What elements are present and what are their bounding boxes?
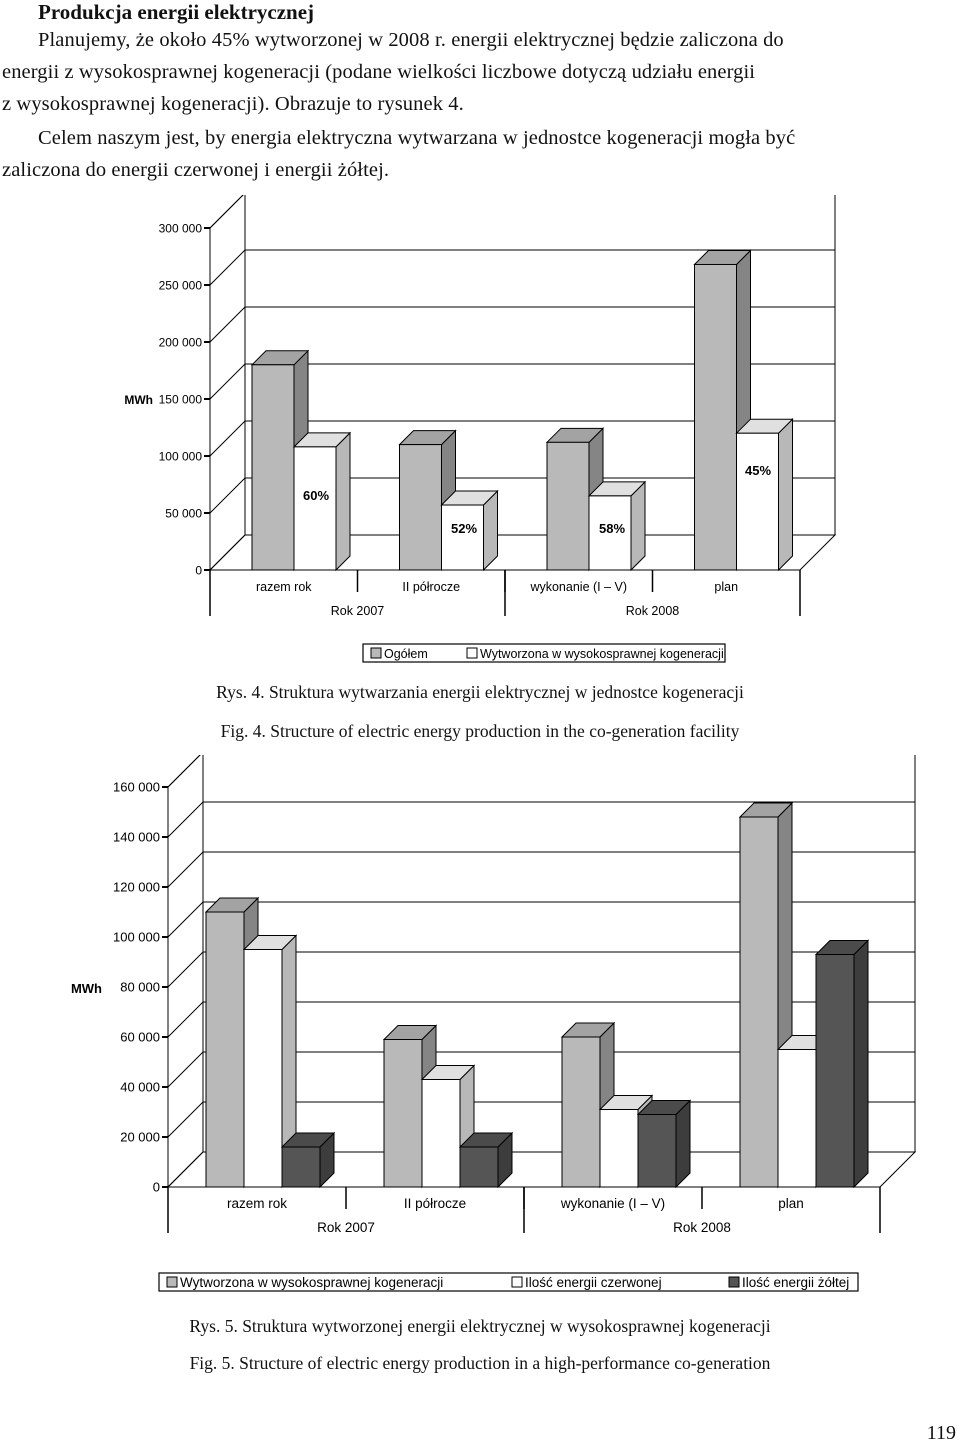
bar-side bbox=[854, 941, 868, 1188]
bar bbox=[600, 1110, 638, 1188]
bar bbox=[400, 445, 442, 570]
bar bbox=[294, 447, 336, 570]
y-tick-label: 20 000 bbox=[120, 1129, 160, 1145]
y-tick-label: 300 000 bbox=[158, 221, 202, 236]
y-tick-label: 150 000 bbox=[158, 392, 202, 407]
paragraph-line: z wysokosprawnej kogeneracji). Obrazuje to rysunek 4. bbox=[2, 93, 464, 115]
category-label: II półrocze bbox=[402, 580, 461, 594]
bar bbox=[778, 1050, 816, 1188]
category-label: razem rok bbox=[226, 1196, 288, 1211]
bar bbox=[562, 1037, 600, 1187]
group-label: Rok 2007 bbox=[330, 604, 385, 618]
y-tick-label: 60 000 bbox=[120, 1029, 160, 1045]
y-tick-label: 140 000 bbox=[113, 829, 160, 845]
category-label: II półrocze bbox=[403, 1196, 467, 1211]
bar bbox=[422, 1080, 460, 1188]
y-tick-label: 120 000 bbox=[113, 879, 160, 895]
legend-swatch bbox=[512, 1277, 522, 1287]
figure-5-caption-pl: Rys. 5. Struktura wytworzonej energii elektrycznej w wysokosprawnej kogeneracji bbox=[189, 1316, 771, 1336]
legend-label: Wytworzona w wysokosprawnej kogeneracji bbox=[180, 1275, 444, 1290]
group-label: Rok 2007 bbox=[317, 1220, 375, 1235]
chart-side-wall bbox=[210, 195, 245, 570]
bar bbox=[547, 442, 589, 570]
y-tick-label: 100 000 bbox=[158, 449, 202, 464]
figure-4-caption-en: Fig. 4. Structure of electric energy production in the co-generation facility bbox=[220, 721, 740, 741]
y-tick-label: 100 000 bbox=[113, 929, 160, 945]
bar bbox=[460, 1147, 498, 1187]
category-label: wykonanie (I – V) bbox=[530, 580, 628, 594]
paragraph-line: Celem naszym jest, by energia elektryczna wytwarzana w jednostce kogeneracji mogła być bbox=[38, 127, 796, 149]
bar bbox=[244, 950, 282, 1188]
bar-side bbox=[676, 1101, 690, 1188]
y-tick-label: 200 000 bbox=[158, 335, 202, 350]
bar bbox=[442, 505, 484, 570]
bar bbox=[252, 365, 294, 570]
y-tick-label: 50 000 bbox=[165, 506, 202, 521]
figure-5-chart bbox=[0, 755, 960, 1300]
legend-swatch bbox=[729, 1277, 739, 1287]
data-label: 60% bbox=[302, 488, 330, 503]
figure-4-chart bbox=[0, 195, 960, 670]
legend-label: Wytworzona w wysokosprawnej kogeneracji bbox=[480, 647, 724, 661]
data-label: 52% bbox=[450, 521, 478, 536]
section-heading: Produkcja energii elektrycznej bbox=[38, 0, 315, 24]
bar bbox=[638, 1115, 676, 1188]
category-label: wykonanie (I – V) bbox=[560, 1196, 666, 1211]
y-tick-label: 0 bbox=[152, 1179, 160, 1195]
bar bbox=[206, 912, 244, 1187]
paragraph-line: zaliczona do energii czerwonej i energii żółtej. bbox=[2, 159, 390, 181]
y-tick-label: 0 bbox=[195, 563, 202, 578]
y-tick-label: 40 000 bbox=[120, 1079, 160, 1095]
figure-5-caption-en: Fig. 5. Structure of electric energy production in a high-performance co-generation bbox=[189, 1353, 771, 1373]
y-tick-label: 80 000 bbox=[120, 979, 160, 995]
paragraph-line: energii z wysokosprawnej kogeneracji (podane wielkości liczbowe dotyczą udziału energii bbox=[2, 61, 756, 83]
bar bbox=[695, 264, 737, 570]
category-label: razem rok bbox=[255, 580, 312, 594]
figure-4-caption-pl: Rys. 4. Struktura wytwarzania energii elektrycznej w jednostce kogeneracji bbox=[216, 682, 744, 702]
bar bbox=[740, 817, 778, 1187]
bar-side bbox=[779, 419, 793, 570]
paragraph-line: Planujemy, że około 45% wytworzonej w 2008 r. energii elektrycznej będzie zaliczona do bbox=[38, 29, 784, 51]
legend-label: Ogółem bbox=[384, 647, 428, 661]
category-label: plan bbox=[778, 1196, 804, 1211]
y-axis-label: MWh bbox=[124, 393, 153, 407]
bar bbox=[816, 955, 854, 1188]
group-label: Rok 2008 bbox=[673, 1220, 731, 1235]
bar-side bbox=[336, 433, 350, 570]
bar bbox=[737, 433, 779, 570]
bar bbox=[282, 1147, 320, 1187]
legend-label: Ilość energii czerwonej bbox=[525, 1275, 662, 1290]
y-tick-label: 250 000 bbox=[158, 278, 202, 293]
legend-swatch bbox=[167, 1277, 177, 1287]
legend-swatch bbox=[371, 648, 381, 658]
legend-swatch bbox=[467, 648, 477, 658]
y-axis-label: MWh bbox=[70, 981, 102, 996]
y-tick-label: 160 000 bbox=[113, 779, 160, 795]
group-label: Rok 2008 bbox=[625, 604, 680, 618]
data-label: 45% bbox=[744, 463, 772, 478]
legend-label: Ilość energii żółtej bbox=[742, 1275, 850, 1290]
data-label: 58% bbox=[598, 521, 626, 536]
bar-side bbox=[631, 482, 645, 570]
bar bbox=[384, 1040, 422, 1188]
page-number: 119 bbox=[926, 1422, 956, 1444]
category-label: plan bbox=[714, 580, 739, 594]
